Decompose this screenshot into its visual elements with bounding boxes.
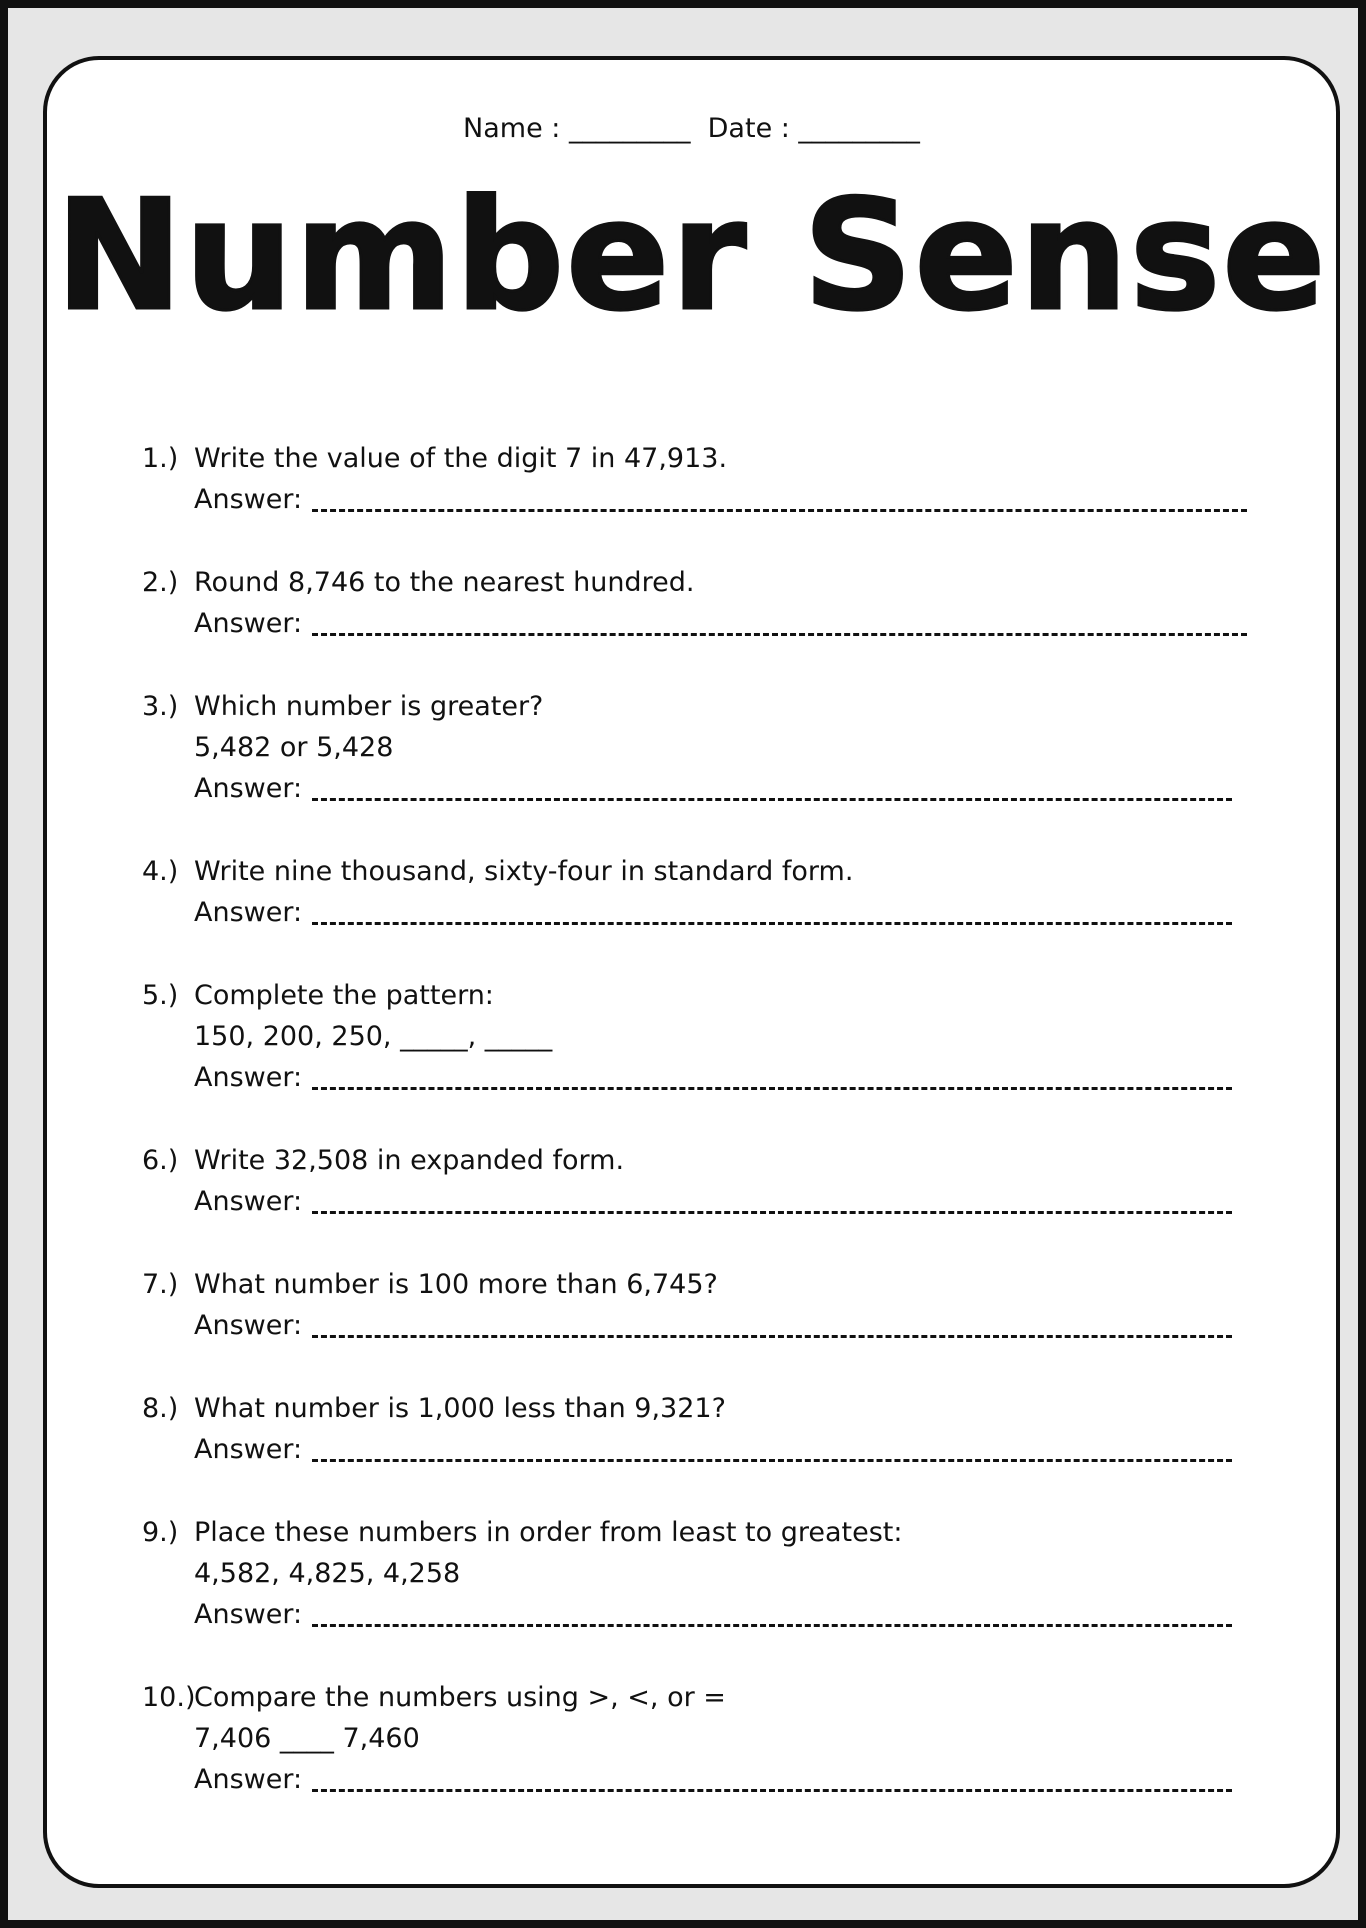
answer-blank[interactable] xyxy=(312,1624,1232,1627)
question-line-text: What number is 1,000 less than 9,321? xyxy=(194,1393,726,1424)
question-text xyxy=(142,1264,1277,1305)
answer-blank[interactable] xyxy=(312,1789,1232,1792)
answer-row xyxy=(142,479,1277,520)
answer-label: Answer: xyxy=(194,1310,303,1341)
question-number: 4.) xyxy=(142,856,179,887)
question-item xyxy=(142,975,1277,1098)
answer-label: Answer: xyxy=(194,1599,303,1630)
question-detail xyxy=(142,1553,1277,1594)
answer-row xyxy=(142,1759,1277,1800)
answer-row xyxy=(142,1057,1277,1098)
question-line-text: Round 8,746 to the nearest hundred. xyxy=(194,567,695,598)
question-detail xyxy=(142,727,1277,768)
question-number: 9.) xyxy=(142,1517,179,1548)
question-detail xyxy=(142,1718,1277,1759)
answer-row xyxy=(142,768,1277,809)
answer-label: Answer: xyxy=(194,897,303,928)
answer-row xyxy=(142,1594,1277,1635)
answer-blank[interactable] xyxy=(312,1335,1232,1338)
question-line-text: 5,482 or 5,428 xyxy=(194,732,394,763)
question-item xyxy=(142,1388,1277,1470)
question-text xyxy=(142,562,1277,603)
worksheet xyxy=(43,56,1340,1888)
question-list xyxy=(142,438,1277,1842)
question-text xyxy=(142,975,1277,1016)
question-line-text: Write nine thousand, sixty-four in standard form. xyxy=(194,856,854,887)
question-number: 8.) xyxy=(142,1393,179,1424)
question-line-text: Which number is greater? xyxy=(194,691,544,722)
question-line-text: Write the value of the digit 7 in 47,913. xyxy=(194,443,728,474)
name-date-header xyxy=(47,113,1336,144)
question-item xyxy=(142,1140,1277,1222)
answer-label: Answer: xyxy=(194,1062,303,1093)
question-line-text: Complete the pattern: xyxy=(194,980,494,1011)
question-item xyxy=(142,851,1277,933)
answer-label: Answer: xyxy=(194,608,303,639)
answer-blank[interactable] xyxy=(312,1211,1232,1214)
question-number: 6.) xyxy=(142,1145,179,1176)
name-field[interactable]: Name : _________ xyxy=(463,113,691,144)
answer-row xyxy=(142,1429,1277,1470)
question-number: 3.) xyxy=(142,691,179,722)
question-number: 2.) xyxy=(142,567,179,598)
question-number: 1.) xyxy=(142,443,179,474)
question-text xyxy=(142,438,1277,479)
answer-label: Answer: xyxy=(194,773,303,804)
question-line-text: 7,406 ____ 7,460 xyxy=(194,1723,420,1754)
question-text xyxy=(142,1512,1277,1553)
question-item xyxy=(142,1264,1277,1346)
question-text xyxy=(142,1388,1277,1429)
page-title: Number Sense xyxy=(55,167,1328,344)
question-line-text: Write 32,508 in expanded form. xyxy=(194,1145,625,1176)
answer-label: Answer: xyxy=(194,1186,303,1217)
answer-label: Answer: xyxy=(194,1764,303,1795)
question-line-text: 150, 200, 250, _____, _____ xyxy=(194,1021,553,1052)
question-item xyxy=(142,1512,1277,1635)
answer-row xyxy=(142,603,1277,644)
question-number: 5.) xyxy=(142,980,179,1011)
question-text xyxy=(142,851,1277,892)
question-number: 7.) xyxy=(142,1269,179,1300)
question-line-text: What number is 100 more than 6,745? xyxy=(194,1269,718,1300)
question-text xyxy=(142,1140,1277,1181)
answer-blank[interactable] xyxy=(312,1459,1232,1462)
date-field[interactable]: Date : _________ xyxy=(707,113,920,144)
answer-blank[interactable] xyxy=(312,922,1232,925)
answer-blank[interactable] xyxy=(312,633,1247,636)
question-item xyxy=(142,438,1277,520)
answer-blank[interactable] xyxy=(312,1087,1232,1090)
question-text xyxy=(142,1677,1277,1718)
question-item xyxy=(142,562,1277,644)
question-line-text: 4,582, 4,825, 4,258 xyxy=(194,1558,461,1589)
answer-label: Answer: xyxy=(194,1434,303,1465)
answer-row xyxy=(142,1305,1277,1346)
question-line-text: Place these numbers in order from least to greatest: xyxy=(194,1517,903,1548)
answer-blank[interactable] xyxy=(312,798,1232,801)
question-number: 10.) xyxy=(142,1682,196,1713)
question-item xyxy=(142,1677,1277,1800)
answer-blank[interactable] xyxy=(312,509,1247,512)
answer-label: Answer: xyxy=(194,484,303,515)
question-item xyxy=(142,686,1277,809)
question-detail xyxy=(142,1016,1277,1057)
answer-row xyxy=(142,1181,1277,1222)
question-line-text: Compare the numbers using >, <, or = xyxy=(194,1682,726,1713)
question-text xyxy=(142,686,1277,727)
answer-row xyxy=(142,892,1277,933)
